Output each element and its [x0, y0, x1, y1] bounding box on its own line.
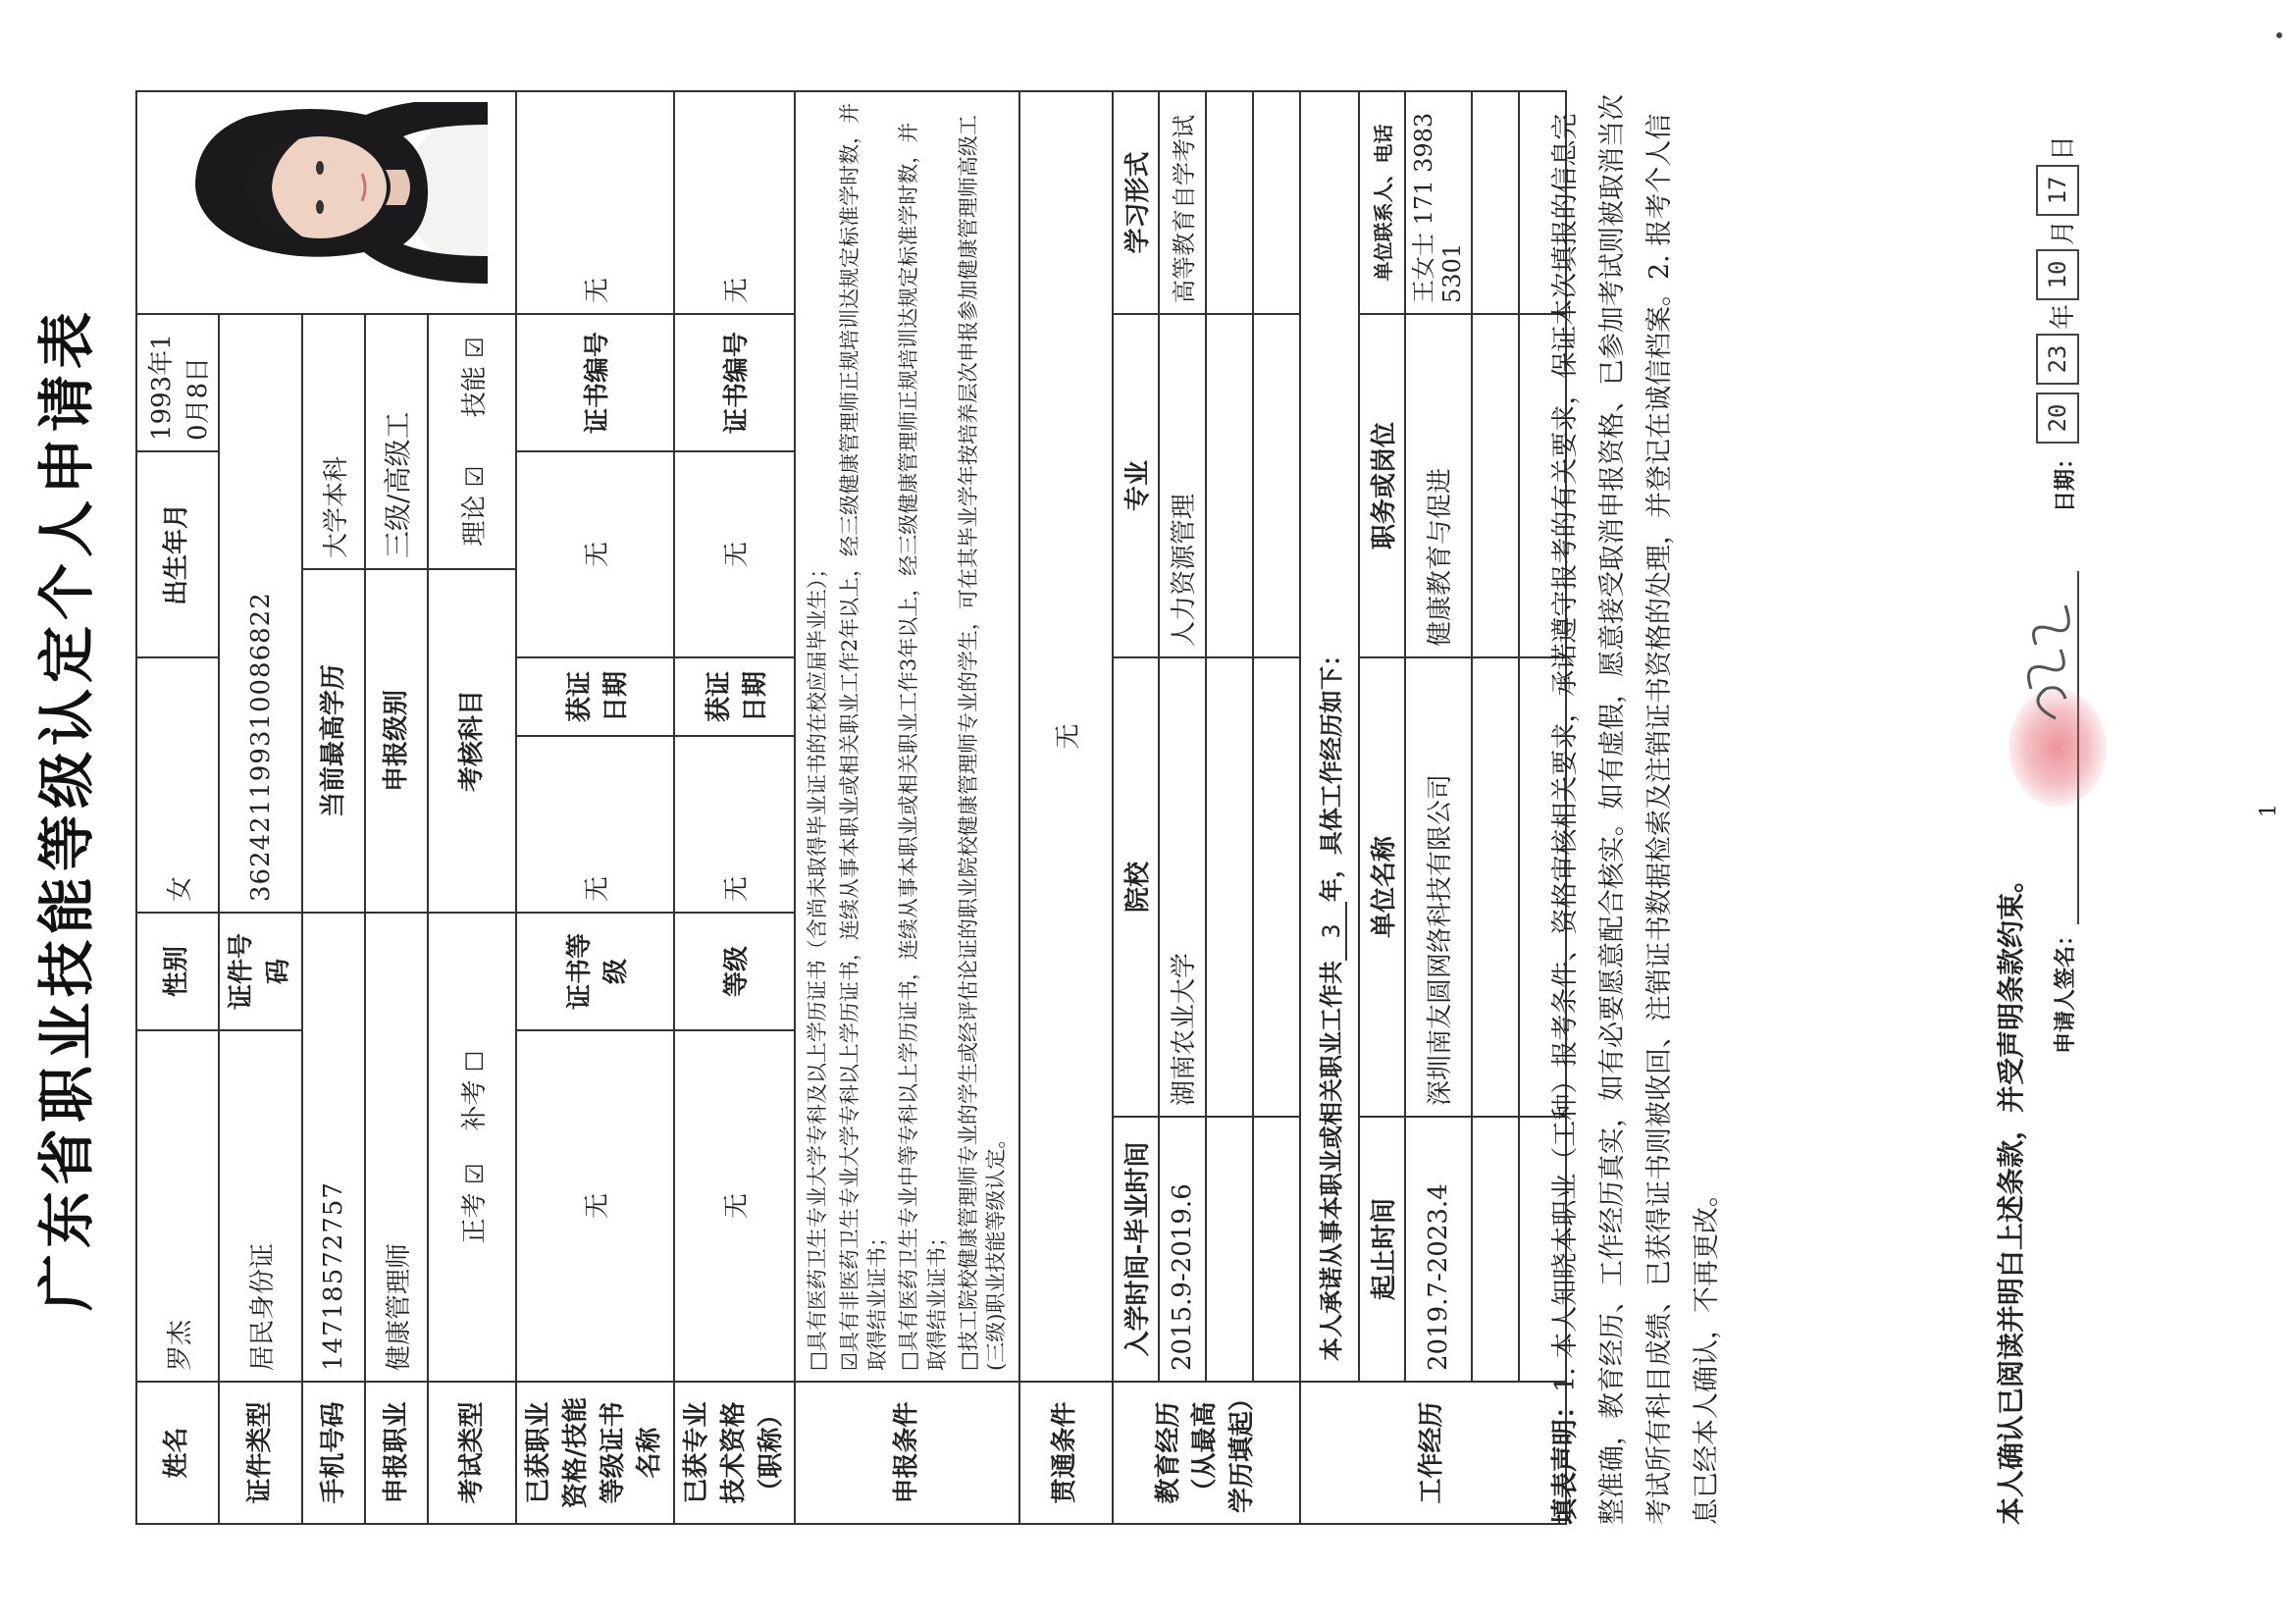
edu-form [1253, 91, 1300, 314]
exam-type-label: 考试类型 [428, 1382, 516, 1524]
condition-item: □具有医药卫生专业大学专科及以上学历证书（含尚未取得毕业证书的在校应届毕业生）； [806, 557, 830, 1371]
page-number: 1 [2257, 804, 2281, 817]
edu-period [1206, 1117, 1253, 1382]
month-char: 月 [2049, 219, 2078, 245]
signature-field[interactable] [2034, 571, 2079, 924]
work-position-header: 职务或岗位 [1359, 314, 1405, 657]
checked-box-icon[interactable]: ☑ [460, 337, 489, 358]
day-char: 日 [2049, 134, 2078, 161]
edu-school: 湖南农业大学 [1159, 657, 1206, 1117]
id-number-label: 证件号码 [219, 913, 302, 1030]
declaration-confirm: 本人确认已阅读并明白上述条款，并受声明条款约束。 [1995, 864, 2027, 1525]
portrait-image [158, 102, 488, 303]
exam-subject-skill-label: 技能 [459, 366, 490, 418]
scan-speck [2276, 32, 2282, 38]
work-period [1472, 1117, 1519, 1382]
vocational-cert-value: 无 [516, 1030, 674, 1382]
tech-level-value: 无 [674, 736, 795, 913]
exam-type-options [428, 913, 516, 1382]
application-conditions-label: 申报条件 [795, 1382, 1018, 1524]
exam-subject-label: 考核科目 [428, 569, 516, 913]
application-table [135, 90, 1567, 1525]
obtain-date-value: 无 [516, 451, 674, 657]
major-header: 专业 [1113, 314, 1159, 657]
edu-form [1206, 91, 1253, 314]
signature-row [2034, 92, 2079, 1054]
edu-school [1206, 657, 1253, 1117]
condition-item: □具有医药卫生专业中等专科以上学历证书，连续从事本职业或相关职业工作3年以上，经三级健康管理师正规培训达规定标准学时数，并取得结业证书； [897, 122, 949, 1371]
signature-label: 申请人签名： [2054, 923, 2078, 1054]
education-history-label: 教育经历（从最高学历填起） [1113, 1382, 1300, 1524]
work-commit-suffix: 年，具体工作经历如下： [1317, 643, 1345, 902]
work-commit-prefix: 本人承诺从事本职业或相关职业工作共 [1317, 961, 1345, 1361]
date-month-box[interactable]: 10 [2036, 249, 2079, 300]
work-contact-header: 单位联系人、电话 [1359, 91, 1405, 314]
edu-school [1253, 657, 1300, 1117]
exam-subject-options [428, 314, 516, 569]
year-char: 年 [2049, 303, 2078, 330]
study-form-header: 学习形式 [1113, 91, 1159, 314]
edu-period: 2015.9-2019.6 [1159, 1117, 1206, 1382]
work-history-label: 工作经历 [1300, 1382, 1566, 1524]
work-position [1472, 314, 1519, 657]
birth-value: 1993年10月8日 [136, 314, 219, 451]
name-label: 姓名 [136, 1382, 219, 1524]
name-value: 罗杰 [136, 1030, 219, 1382]
work-contact [1472, 91, 1519, 314]
tech-level-label: 等级 [674, 913, 795, 1030]
edu-form: 高等教育自学考试 [1159, 91, 1206, 314]
work-period: 2019.7-2023.4 [1405, 1117, 1472, 1382]
phone-label: 手机号码 [302, 1382, 365, 1524]
work-commitment [1300, 91, 1359, 1382]
level-value: 三级/高级工 [365, 314, 428, 569]
exam-type-first-label: 正考 [459, 1192, 490, 1244]
id-number-value: 362421199310086822 [219, 314, 302, 913]
edu-major [1206, 314, 1253, 657]
edu-major: 人力资源管理 [1159, 314, 1206, 657]
gender-label: 性别 [136, 913, 219, 1030]
education-label: 当前最高学历 [302, 569, 365, 913]
vocational-cert-label: 已获职业资格/技能等级证书名称 [516, 1382, 674, 1524]
tech-cert-no-label: 证书编号 [674, 314, 795, 451]
cert-level-label: 证书等级 [516, 913, 674, 1030]
checked-box-icon[interactable]: ☑ [460, 465, 489, 488]
id-type-value: 居民身份证 [219, 1030, 302, 1382]
condition-item: □技工院校健康管理师专业的学生或经评估论证的职业院校健康管理师专业的学生，可在其毕业学年按培养层次申报参加健康管理师高级工(三级)职业技能等级认定。 [956, 115, 1009, 1371]
school-header: 院校 [1113, 657, 1159, 1117]
applicant-photo [158, 102, 495, 303]
edu-period [1253, 1117, 1300, 1382]
unchecked-box-icon[interactable]: ☐ [460, 1050, 489, 1073]
education-value: 大学本科 [302, 314, 365, 569]
cert-no-label: 证书编号 [516, 314, 674, 451]
work-unit-header: 单位名称 [1359, 657, 1405, 1117]
birth-label: 出生年月 [136, 451, 219, 657]
phone-value: 14718572757 [302, 913, 365, 1382]
handwritten-signature [2016, 591, 2085, 728]
application-conditions-list [795, 91, 1018, 1382]
through-conditions-value: 无 [1019, 91, 1113, 1382]
declaration [1542, 92, 1731, 1525]
occupation-value: 健康管理师 [365, 913, 428, 1382]
cert-no-value: 无 [516, 91, 674, 314]
work-position: 健康教育与促进 [1405, 314, 1472, 657]
tech-cert-value: 无 [674, 1030, 795, 1382]
exam-type-retake-label: 补考 [459, 1079, 490, 1131]
cert-level-value: 无 [516, 736, 674, 913]
tech-cert-no-value: 无 [674, 91, 795, 314]
level-label: 申报级别 [365, 569, 428, 913]
work-unit: 深圳南友圆网络科技有限公司 [1405, 657, 1472, 1117]
exam-subject-theory-label: 理论 [459, 495, 490, 547]
gender-value: 女 [136, 657, 219, 913]
declaration-heading: 填表声明： [1550, 1392, 1581, 1525]
work-contact: 王女士 171 3983 5301 [1405, 91, 1472, 314]
work-unit [1472, 657, 1519, 1117]
through-conditions-label: 贯通条件 [1019, 1382, 1113, 1524]
date-year-box[interactable]: 20 [2036, 393, 2079, 444]
declaration-text: 1. 本人知晓本职业（工种）报考条件、资格审核相关要求，承诺遵守报考的有关要求，保证本次填报的信息完整准确，教育经历、工作经历真实，如有必要愿意配合核实。如有虚假，愿意接受取消申报资格、已参加考试则被取消当次考试所有科目成绩、已获得证书则被收回、注销证书数据检索及注销证书资格的处理，并登记在诚信档案。2. 报考个人信息已经本人确认，不再更改。 [1550, 94, 1723, 1525]
id-type-label: 证件类型 [219, 1382, 302, 1524]
checked-box-icon[interactable]: ☑ [460, 1163, 489, 1185]
work-years-value: 3 [1318, 902, 1347, 961]
tech-obtain-date-value: 无 [674, 451, 795, 657]
form-title: 广东省职业技能等级认定个人申请表 [33, 306, 100, 1312]
date-label: 日期： [2054, 446, 2078, 512]
obtain-date-label: 获证日期 [516, 657, 674, 736]
work-period-header: 起止时间 [1359, 1117, 1405, 1382]
tech-cert-label: 已获专业技术资格（职称） [674, 1382, 795, 1524]
condition-item: ☑具有非医药卫生专业大学专科以上学历证书，连续从事本职业或相关职业工作2年以上，经三级健康管理师正规培训达规定标准学时数，并取得结业证书； [837, 102, 889, 1371]
occupation-label: 申报职业 [365, 1382, 428, 1524]
tech-obtain-date-label: 获证日期 [674, 657, 795, 736]
date-year-box[interactable]: 23 [2036, 334, 2079, 385]
enroll-grad-header: 入学时间-毕业时间 [1113, 1117, 1159, 1382]
edu-major [1253, 314, 1300, 657]
photo-cell [136, 91, 516, 314]
date-day-box[interactable]: 17 [2036, 165, 2079, 216]
